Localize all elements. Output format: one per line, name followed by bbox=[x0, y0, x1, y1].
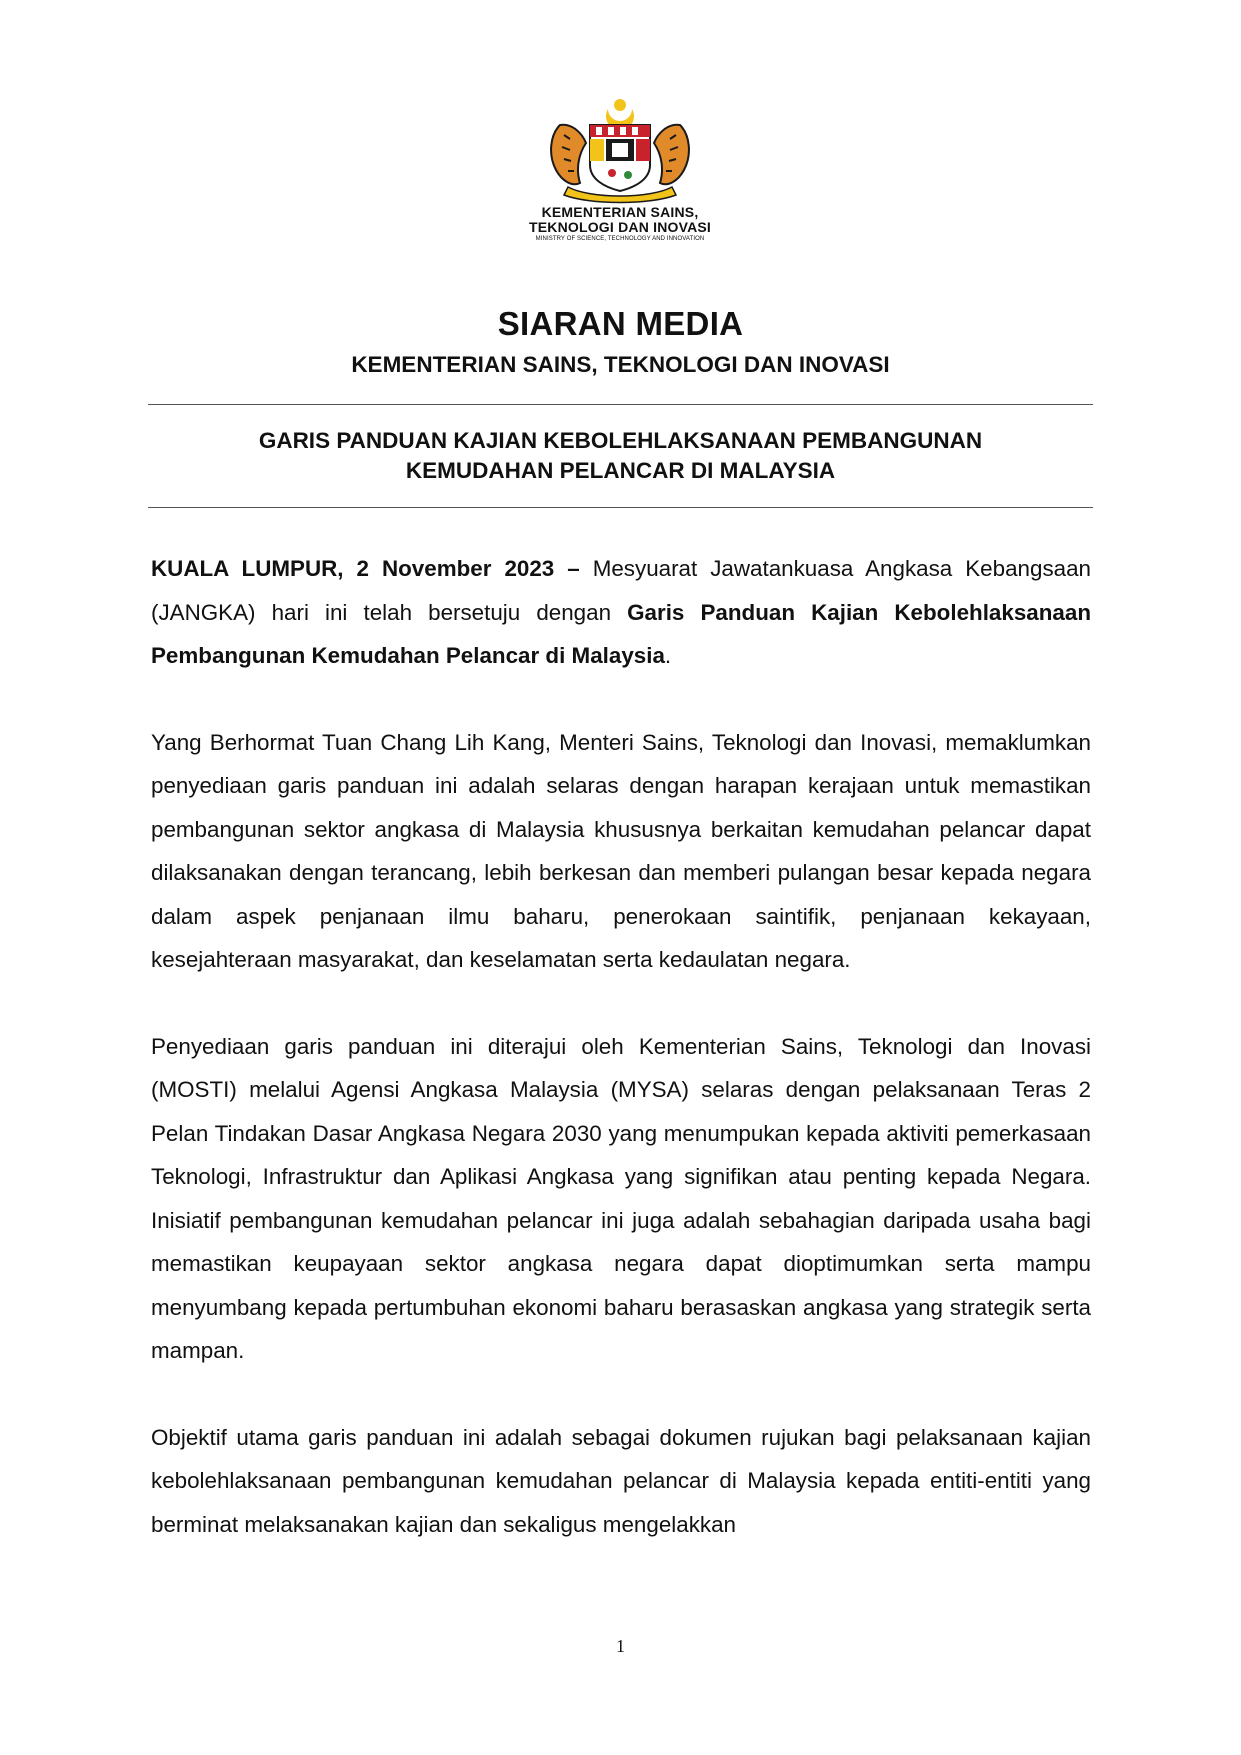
paragraph-1-text-a: Mesyuarat Jawatankuasa Angkasa Kebangsaan (JANGKA) hari ini telah bersetuju dengan bbox=[151, 556, 1091, 625]
page-subtitle: KEMENTERIAN SAINS, TEKNOLOGI DAN INOVASI bbox=[351, 352, 890, 377]
dateline: KUALA LUMPUR, 2 November 2023 – bbox=[151, 556, 580, 581]
headline-line2: KEMUDAHAN PELANCAR DI MALAYSIA bbox=[405, 458, 836, 483]
paragraph-1 bbox=[151, 547, 1091, 678]
paragraph-1-text-b: . bbox=[664, 643, 672, 668]
paragraph-2: Yang Berhormat Tuan Chang Lih Kang, Menteri Sains, Teknologi dan Inovasi, memaklumkan penyediaan garis panduan ini adalah selaras dengan harapan kerajaan untuk memastikan pembangunan sektor angkasa di Malaysia khususnya berkaitan kemudahan pelancar dapat dilaksanakan dengan terancang, lebih berkesan dan memberi pulangan besar kepada negara dalam aspek penjanaan ilmu baharu, penerokaan saintifik, penjanaan kekayaan, kesejahteraan masyarakat, dan keselamatan serta kedaulatan negara. bbox=[151, 729, 1091, 972]
guideline-title: Garis Panduan Kajian Kebolehlaksanaan Pembangunan Kemudahan Pelancar di Malaysia bbox=[151, 599, 1091, 668]
headline bbox=[148, 426, 1093, 486]
article-body bbox=[151, 547, 1091, 1589]
page-number: 1 bbox=[616, 1636, 625, 1656]
ministry-name-english: MINISTRY OF SCIENCE, TECHNOLOGY AND INNOVATION bbox=[535, 236, 705, 243]
coat-of-arms-icon bbox=[520, 95, 720, 205]
ministry-name bbox=[520, 205, 720, 243]
paragraph-4: Objektif utama garis panduan ini adalah sebagai dokumen rujukan bagi pelaksanaan kajian kebolehlaksanaan pembangunan kemudahan pelancar di Malaysia kepada entiti-entiti yang berminat melaksanakan kajian dan sekaligus mengelakkan bbox=[151, 1424, 1091, 1537]
divider-bottom bbox=[148, 507, 1093, 508]
paragraph-3: Penyediaan garis panduan ini diterajui oleh Kementerian Sains, Teknologi dan Inovasi (MOSTI) melalui Agensi Angkasa Malaysia (MYSA) selaras dengan pelaksanaan Teras 2 Pelan Tindakan Dasar Angkasa Negara 2030 yang menumpukan kepada aktiviti pemerkasaan Teknologi, Infrastruktur dan Aplikasi Angkasa yang signifikan atau penting kepada Negara. Inisiatif pembangunan kemudahan pelancar ini juga adalah sebahagian daripada usaha bagi memastikan keupayaan sektor angkasa negara dapat dioptimumkan serta mampu menyumbang kepada pertumbuhan ekonomi baharu berasaskan angkasa yang strategik serta mampan. bbox=[151, 1033, 1091, 1363]
ministry-logo bbox=[520, 95, 720, 265]
headline-line1: GARIS PANDUAN KAJIAN KEBOLEHLAKSANAAN PEMBANGUNAN bbox=[258, 428, 983, 453]
page-title: SIARAN MEDIA bbox=[497, 305, 744, 342]
ministry-name-line2: TEKNOLOGI DAN INOVASI bbox=[528, 218, 712, 235]
ministry-name-line1: KEMENTERIAN SAINS, bbox=[541, 204, 699, 220]
divider-top bbox=[148, 404, 1093, 405]
